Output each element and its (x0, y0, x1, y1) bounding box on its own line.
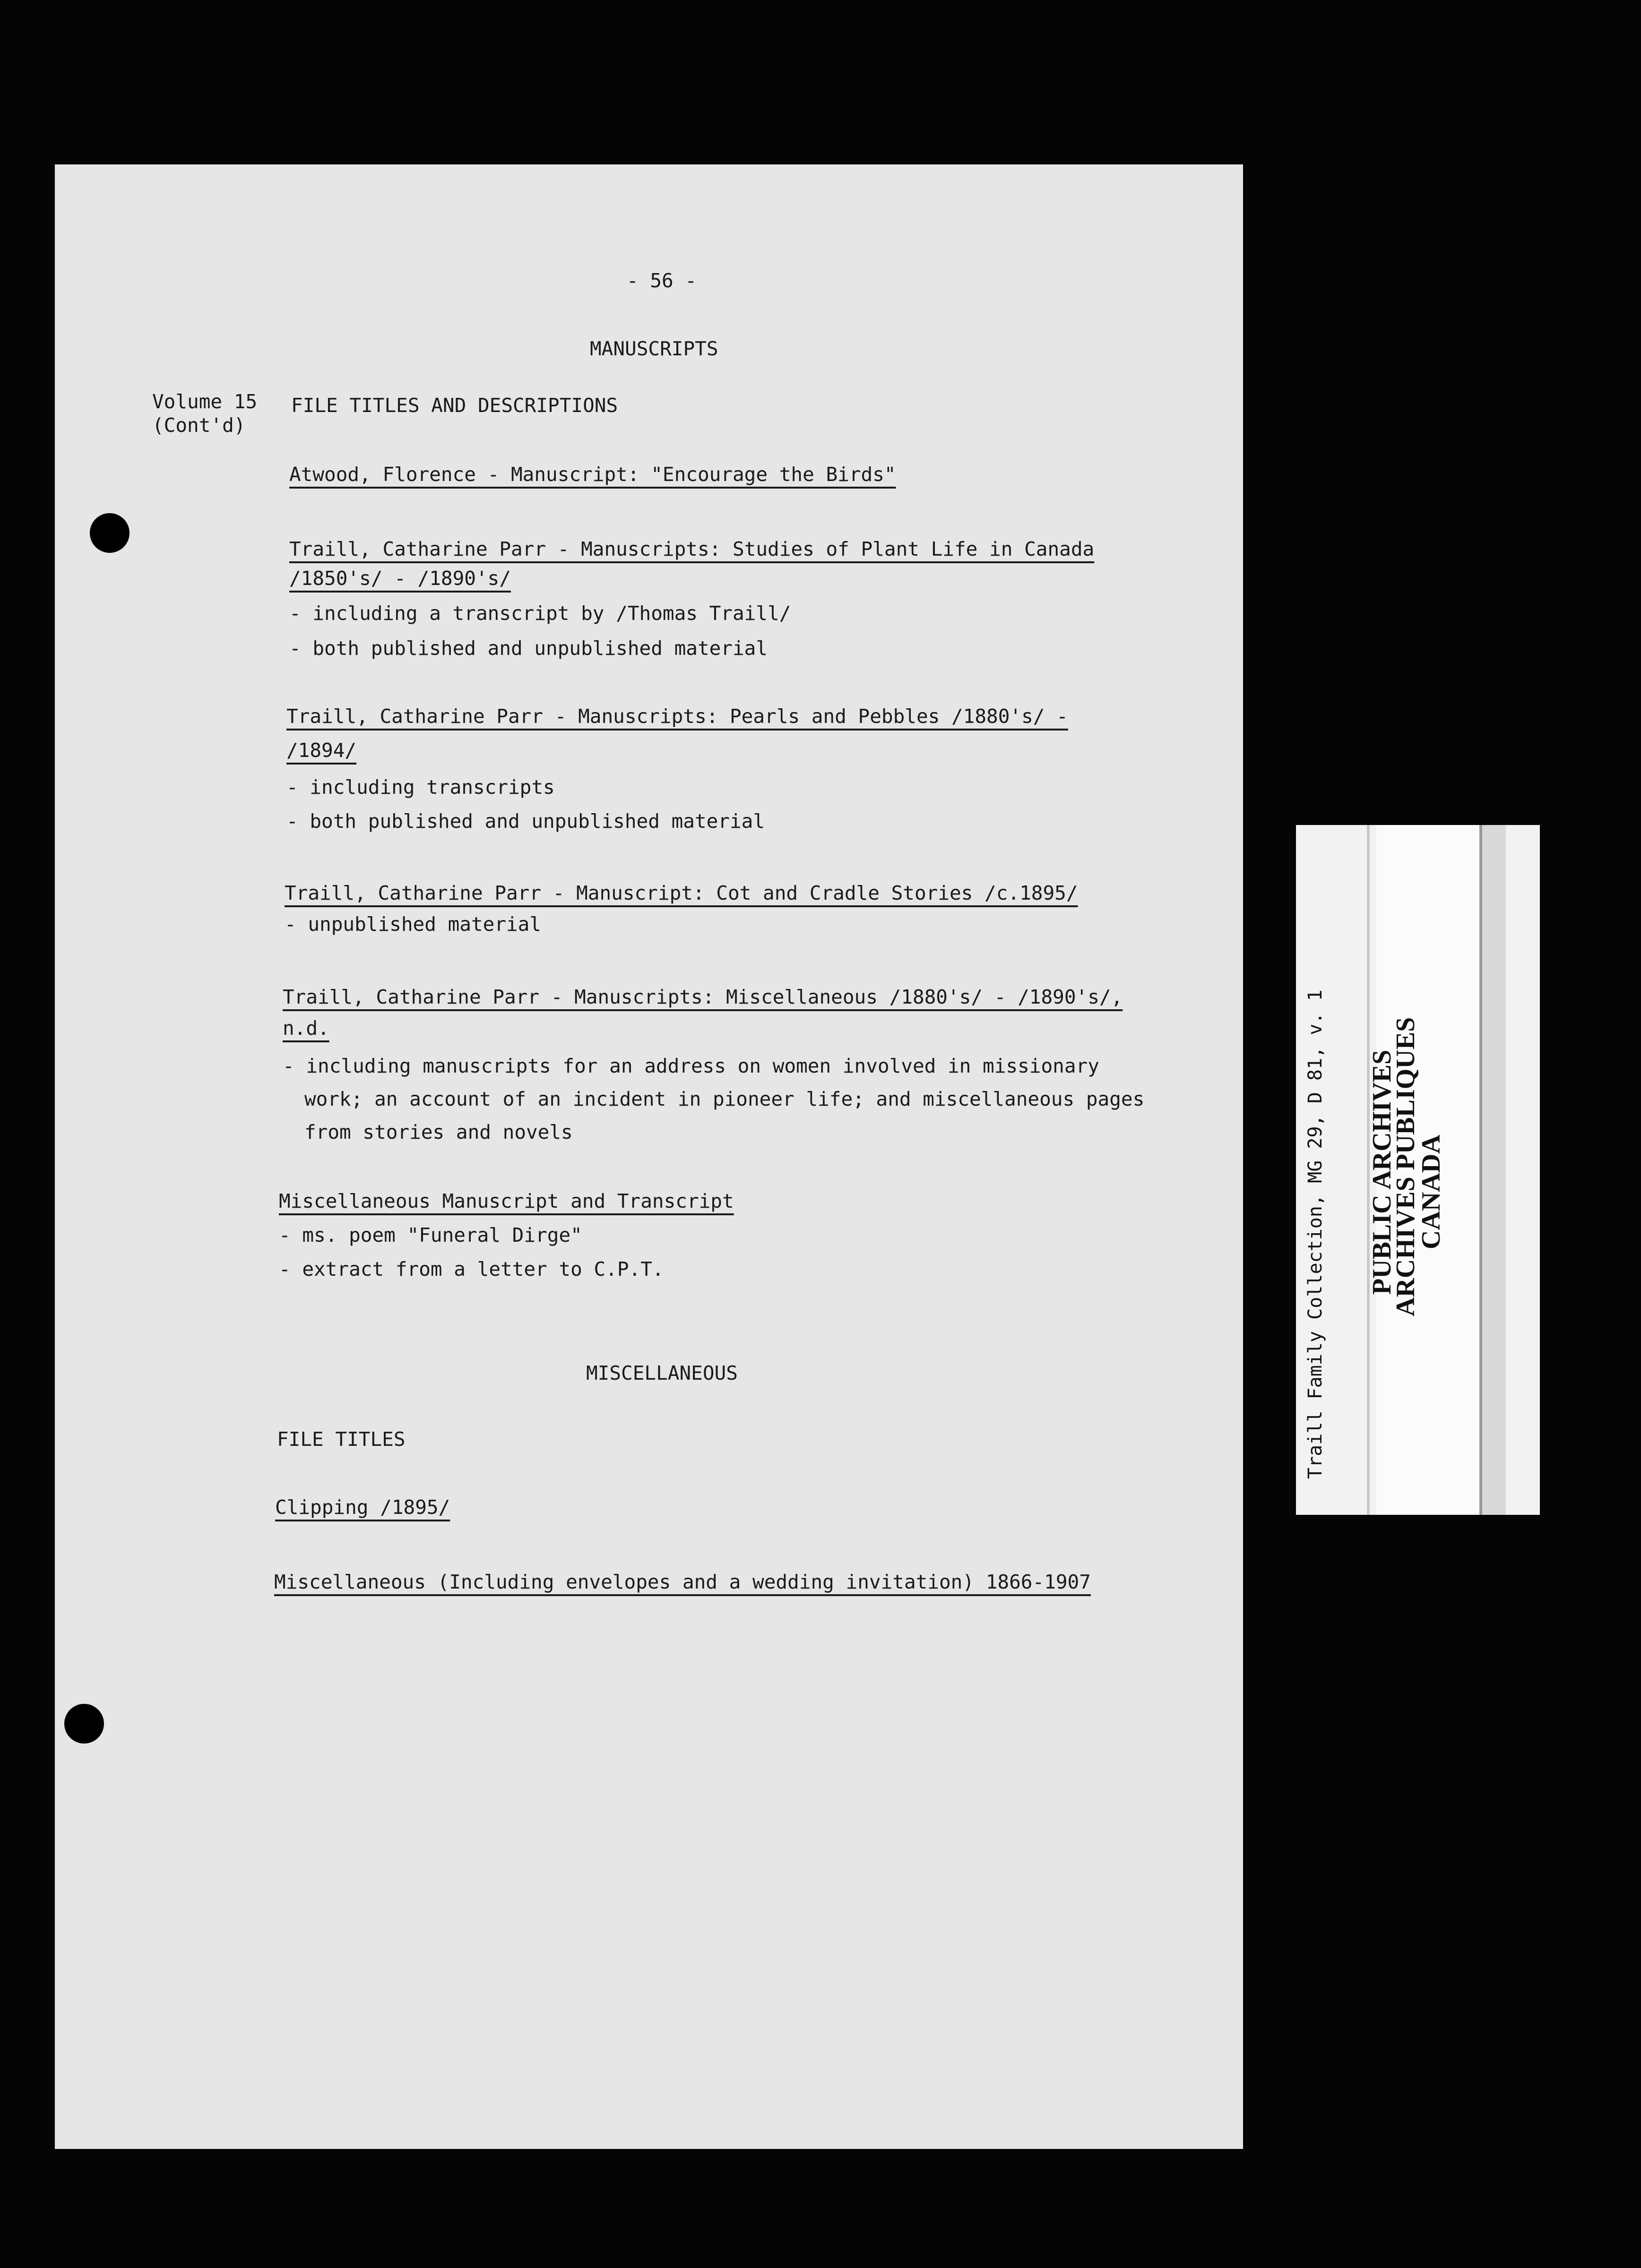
file-titles-heading: FILE TITLES AND DESCRIPTIONS (291, 394, 618, 417)
archive-name-french: ARCHIVES PUBLIQUES (1391, 1017, 1420, 1316)
document-page (55, 164, 1243, 2149)
page-number: - 56 - (627, 269, 697, 292)
entry-title: Miscellaneous Manuscript and Transcript (279, 1190, 734, 1212)
continued-label: (Cont'd) (152, 414, 246, 437)
archive-country: CANADA (1416, 1134, 1446, 1249)
misc-entry: Clipping /1895/ (275, 1496, 450, 1519)
punch-hole (64, 1704, 104, 1744)
entry-note: - both published and unpublished material (289, 637, 768, 660)
file-titles-heading: FILE TITLES (277, 1428, 406, 1451)
section-heading-miscellaneous: MISCELLANEOUS (586, 1362, 738, 1384)
archive-name-english: PUBLIC ARCHIVES (1367, 1049, 1397, 1295)
misc-entry: Miscellaneous (Including envelopes and a wedding invitation) 1866-1907 (274, 1571, 1091, 1593)
entry-note: from stories and novels (304, 1121, 573, 1143)
entry-note: - including a transcript by /Thomas Traill/ (289, 602, 791, 625)
punch-hole (90, 513, 130, 553)
entry-note: - including manuscripts for an address on women involved in missionary (283, 1055, 1099, 1077)
entry-title-continued: /1850's/ - /1890's/ (289, 567, 511, 590)
entry-title: Traill, Catharine Parr - Manuscripts: Pearls and Pebbles /1880's/ - (286, 705, 1068, 728)
entry-title: Traill, Catharine Parr - Manuscripts: Studies of Plant Life in Canada (289, 538, 1095, 560)
entry-note: - both published and unpublished material (286, 810, 765, 833)
entry-title: Traill, Catharine Parr - Manuscript: Cot and Cradle Stories /c.1895/ (285, 882, 1078, 904)
entry-note: - unpublished material (285, 913, 542, 936)
section-heading-manuscripts: MANUSCRIPTS (590, 337, 718, 360)
entry-note: - including transcripts (286, 776, 555, 799)
spine-divider (1479, 825, 1482, 1515)
entry-note: - extract from a letter to C.P.T. (279, 1258, 664, 1280)
entry-note: - ms. poem "Funeral Dirge" (279, 1224, 582, 1246)
spine-strip (1479, 825, 1506, 1515)
entry-title: Traill, Catharine Parr - Manuscripts: Miscellaneous /1880's/ - /1890's/, (283, 986, 1123, 1008)
entry-title-continued: /1894/ (286, 739, 357, 762)
collection-reference: Traill Family Collection, MG 29, D 81, v. 1 (1304, 989, 1326, 1479)
volume-label: Volume 15 (152, 390, 258, 413)
entry-note: work; an account of an incident in pioneer life; and miscellaneous pages (304, 1088, 1145, 1110)
entry-title: Atwood, Florence - Manuscript: "Encourage the Birds" (289, 463, 896, 486)
entry-title-continued: n.d. (283, 1017, 329, 1040)
